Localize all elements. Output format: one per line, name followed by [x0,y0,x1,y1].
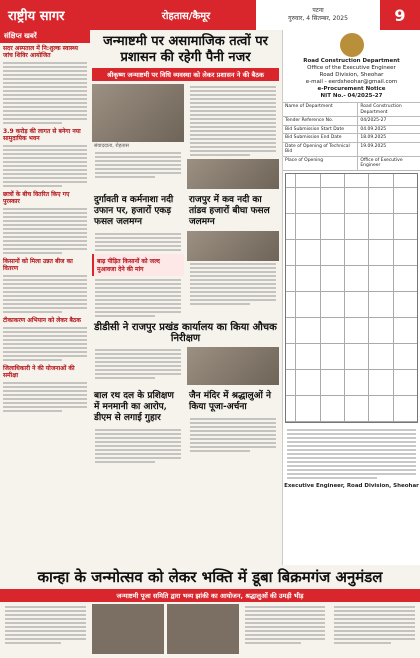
brief-body [0,145,90,187]
brief-title: छात्रों के बीच वितरित किए गए पुरस्कार [3,191,70,205]
story-rajpur [187,192,279,319]
section-heading: संक्षिप्त खबरें [0,30,90,43]
lead-text-column [187,84,279,189]
story-headline: राजपुर में कव नदी का तांडव हजारों बीघा फसल जलमग्न [189,195,270,227]
date-box [256,0,380,30]
date-line: गुरुवार, 4 सितम्बर, 2025 [288,15,348,22]
city-label: पटना [312,7,324,14]
lead-story-columns [92,84,279,189]
bottom-subheading: जन्माष्टमी पूजा समिति द्वारा भव्य झांकी का आयोजन, श्रद्धालुओं की उमड़ी भीड़ [0,589,420,602]
lead-photo [92,84,184,142]
bottom-photo [92,604,164,654]
masthead [0,0,420,30]
story-headline: बाल रथ दल के प्रशिक्षण में मनमानी का आरोप, डीएम से लगाई गुहार [94,391,174,423]
table-row: Bid Submission End Date 18.09.2025 [283,134,420,143]
table-row: Name of Department Road Construction Department [283,103,420,117]
table-row: Place of Opening Office of Executive Engineer [283,157,420,171]
brief-title: 3.9 करोड़ की लागत से बनेगा नया सामुदायिक भवन [3,128,81,142]
brief-body [0,327,90,361]
story-headline: दुर्गावती व कर्मनाशा नदी उफान पर, हजारों एकड़ फसल जलमग्न [94,195,174,227]
brief-title: सदर अस्पताल में नि:शुल्क स्वास्थ्य जांच शिविर आयोजित [3,45,78,59]
byline: संवाददाता, रोहतास [94,143,129,149]
story-flood [92,192,184,319]
region-label: रोहतास/कैमूर [116,0,256,30]
brief-body [0,382,90,412]
story-row-3 [92,347,279,385]
story-headline: डीडीसी ने राजपुर प्रखंड कार्यालय का किया औचक निरीक्षण [94,322,277,344]
tender-signature: Executive Engineer, Road Division, Sheohar [284,482,419,489]
tender-detail-table [283,102,420,171]
story-row-2 [92,192,279,319]
government-emblem [340,33,364,57]
table-row: Bid Submission Start Date 04.09.2025 [283,126,420,135]
bottom-photo [167,604,239,654]
story-row-4 [92,388,279,465]
secondary-photo [187,159,279,189]
lead-subheading: श्रीकृष्ण जन्माष्टमी पर विधि व्यवस्था को लेकर प्रशासन ने की बैठक [92,68,279,81]
left-column [0,30,90,565]
tender-notice [282,30,420,565]
tender-email: e-mail - eerdsheohar@gmail.com [305,79,398,85]
brief-body [0,208,90,254]
paper-name: राष्ट्रीय सागर [0,0,116,30]
bottom-story-body [0,602,420,656]
brief-title: टीकाकरण अभियान को लेकर बैठक [3,317,82,324]
tender-work-grid [285,173,418,423]
main-area [92,30,279,565]
tender-nit-no: NIT No.- 04/2025-27 [320,93,383,99]
tender-notice-title: e-Procurement Notice [317,86,386,92]
tender-division: Road Division, Sheohar [319,72,384,78]
brief-title: जिलाधिकारी ने की योजनाओं की समीक्षा [3,365,75,379]
brief-body [0,62,90,124]
bottom-headline: कान्हा के जन्मोत्सव को लेकर भक्ति में डूबा बिक्रमगंज अनुमंडल [37,568,383,586]
bottom-story [0,565,420,658]
brief-body [0,275,90,313]
tender-terms [283,425,420,483]
tender-office: Office of the Executive Engineer [307,65,396,71]
story-photo [187,231,279,261]
page-number: 9 [380,0,420,30]
table-row: Tender Reference No. 04/2025-27 [283,117,420,126]
lead-headline: जन्माष्टमी पर असामाजिक तत्वों पर प्रशासन की रहेगी पैनी नजर [103,34,268,65]
lead-photo-column [92,84,184,189]
brief-title: किसानों को मिला उन्नत बीज का वितरण [3,258,73,272]
table-row: Date of Opening of Technical Bid 19.09.2025 [283,143,420,157]
pull-quote: बाढ़ पीड़ित किसानों को जल्द मुआवजा देने की मांग [92,254,184,276]
story-headline: जैन मंदिर में श्रद्धालुओं ने किया पूजा-अर्चना [189,391,271,412]
inspection-photo [187,347,279,385]
tender-department: Road Construction Department [303,58,400,64]
